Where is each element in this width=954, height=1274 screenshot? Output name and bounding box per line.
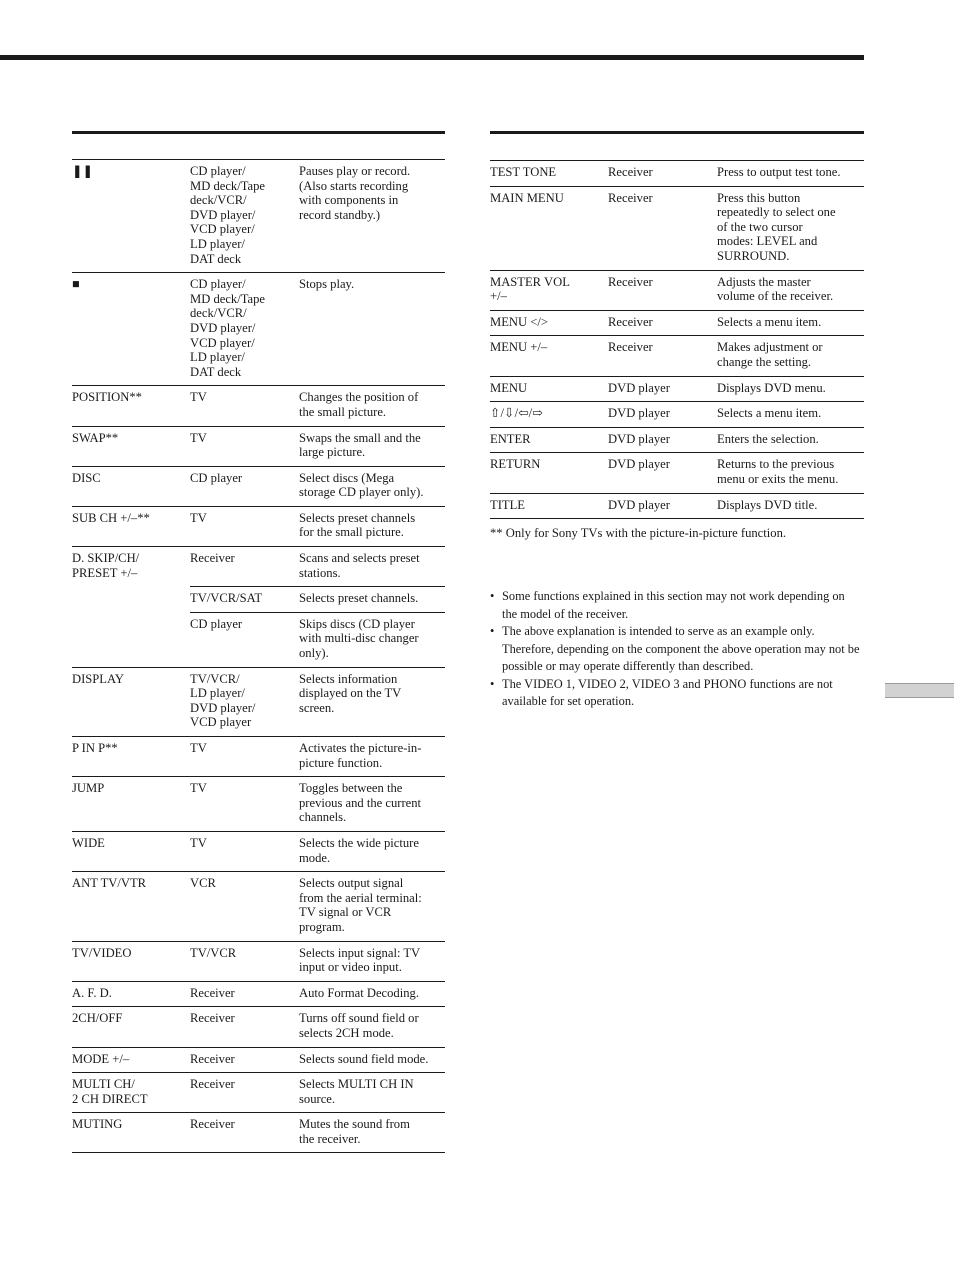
- cell-button: DISPLAY: [72, 667, 190, 736]
- cell-function: Changes the position of the small picture.: [299, 386, 445, 426]
- table-row: [490, 402, 864, 428]
- cell-function: Selects MULTI CH IN source.: [299, 1073, 445, 1113]
- cell-function: Returns to the previous menu or exits the menu.: [717, 453, 864, 493]
- table-row: [72, 612, 445, 667]
- side-index-tab: [885, 683, 954, 698]
- cell-button: MODE +/–: [72, 1047, 190, 1073]
- cell-function: Adjusts the master volume of the receiver.: [717, 270, 864, 310]
- cell-component: DVD player: [608, 376, 717, 402]
- cell-button: TEST TONE: [490, 161, 608, 187]
- cell-function: Selects preset channels.: [299, 587, 445, 613]
- cell-function: Scans and selects preset stations.: [299, 547, 445, 587]
- cell-component: DVD player: [608, 453, 717, 493]
- cell-button: [72, 587, 190, 613]
- cell-component: TV: [190, 737, 299, 777]
- cell-component: CD player: [190, 466, 299, 506]
- cell-function: Mutes the sound from the receiver.: [299, 1113, 445, 1153]
- cell-button: D. SKIP/CH/ PRESET +/–: [72, 551, 140, 580]
- cell-component: Receiver: [608, 161, 717, 187]
- cell-function: Selects the wide picture mode.: [299, 831, 445, 871]
- table-row: [72, 1073, 445, 1113]
- cell-component: TV: [190, 831, 299, 871]
- cell-component: Receiver: [608, 310, 717, 336]
- cell-button: ❚❚: [72, 160, 190, 273]
- right-function-table: [490, 160, 864, 519]
- table-row: [72, 872, 445, 941]
- cell-component: CD player: [190, 612, 299, 667]
- cell-function: Turns off sound field or selects 2CH mode.: [299, 1007, 445, 1047]
- cell-button: WIDE: [72, 831, 190, 871]
- cell-component: Receiver: [190, 1113, 299, 1153]
- table-row: [72, 981, 445, 1007]
- cell-function: Selects sound field mode.: [299, 1047, 445, 1073]
- cell-function: Swaps the small and the large picture.: [299, 426, 445, 466]
- cell-function: Select discs (Mega storage CD player only).: [299, 466, 445, 506]
- cell-function: Selects information displayed on the TV screen.: [299, 667, 445, 736]
- cell-function: Selects input signal: TV input or video input.: [299, 941, 445, 981]
- cell-button: TV/VIDEO: [72, 941, 190, 981]
- table-row: [490, 310, 864, 336]
- cell-button: DISC: [72, 466, 190, 506]
- table-row: [72, 426, 445, 466]
- left-column-rule: [72, 131, 445, 134]
- cell-button: MENU: [490, 376, 608, 402]
- cell-function: Toggles between the previous and the current channels.: [299, 777, 445, 832]
- cell-component: DVD player: [608, 493, 717, 519]
- left-function-table: [72, 159, 445, 1153]
- table-row: [72, 547, 445, 587]
- cell-component: Receiver: [190, 547, 299, 587]
- page-top-rule: [0, 55, 864, 60]
- table-row: [72, 831, 445, 871]
- cell-button: A. F. D.: [72, 981, 190, 1007]
- table-row: [72, 1113, 445, 1153]
- table-row: [490, 427, 864, 453]
- table-row: [490, 453, 864, 493]
- cell-component: DVD player: [608, 427, 717, 453]
- cell-component: CD player/ MD deck/Tape deck/VCR/ DVD player/ VCD player/ LD player/ DAT deck: [190, 273, 299, 386]
- cell-button: MUTING: [72, 1113, 190, 1153]
- cell-function: Auto Format Decoding.: [299, 981, 445, 1007]
- cell-function: Stops play.: [299, 273, 445, 386]
- cell-button: P IN P**: [72, 737, 190, 777]
- cell-component: Receiver: [608, 336, 717, 376]
- cell-button: MASTER VOL +/–: [490, 270, 608, 310]
- cell-function: Activates the picture-in- picture function.: [299, 737, 445, 777]
- cell-component: DVD player: [608, 402, 717, 428]
- cell-button: ENTER: [490, 427, 608, 453]
- cell-component: TV: [190, 777, 299, 832]
- table-row: [72, 777, 445, 832]
- cell-button: 2CH/OFF: [72, 1007, 190, 1047]
- cell-button: MAIN MENU: [490, 186, 608, 270]
- cell-button: MENU </>: [490, 310, 608, 336]
- cell-component: Receiver: [608, 270, 717, 310]
- cell-component: TV: [190, 426, 299, 466]
- cell-component: TV: [190, 386, 299, 426]
- note-item: • The above explanation is intended to serve as an example only. Therefore, depending on the component the above operation may not be possible or may operate differently than described.: [490, 623, 862, 676]
- cell-function: Skips discs (CD player with multi-disc changer only).: [299, 612, 445, 667]
- right-column-rule: [490, 131, 864, 134]
- table-row: [72, 273, 445, 386]
- cell-component: Receiver: [608, 186, 717, 270]
- cell-button: SWAP**: [72, 426, 190, 466]
- cell-function: Selects preset channels for the small picture.: [299, 506, 445, 546]
- table-row: [72, 160, 445, 273]
- cell-button: RETURN: [490, 453, 608, 493]
- cell-button: [72, 612, 190, 667]
- cell-function: Displays DVD menu.: [717, 376, 864, 402]
- cell-function: Selects output signal from the aerial terminal: TV signal or VCR program.: [299, 872, 445, 941]
- cell-button: ANT TV/VTR: [72, 872, 190, 941]
- table-row: [72, 386, 445, 426]
- cell-component: Receiver: [190, 1047, 299, 1073]
- note-item: • Some functions explained in this section may not work depending on the model of the receiver.: [490, 588, 862, 623]
- table-row: [72, 1047, 445, 1073]
- cell-button: JUMP: [72, 777, 190, 832]
- table-row: [490, 186, 864, 270]
- table-row: [72, 737, 445, 777]
- table-row: [490, 336, 864, 376]
- cell-component: Receiver: [190, 1007, 299, 1047]
- table-row: [72, 667, 445, 736]
- notes-list: [490, 588, 862, 711]
- table-row: [72, 941, 445, 981]
- cell-function: Selects a menu item.: [717, 310, 864, 336]
- cell-button: TITLE: [490, 493, 608, 519]
- table-row: [490, 270, 864, 310]
- cell-component: CD player/ MD deck/Tape deck/VCR/ DVD player/ VCD player/ LD player/ DAT deck: [190, 160, 299, 273]
- cell-component: Receiver: [190, 1073, 299, 1113]
- cell-component: TV/VCR/ LD player/ DVD player/ VCD player: [190, 667, 299, 736]
- note-item: • The VIDEO 1, VIDEO 2, VIDEO 3 and PHONO functions are not available for set operation.: [490, 676, 862, 711]
- cell-function: Enters the selection.: [717, 427, 864, 453]
- table-row: [72, 506, 445, 546]
- cell-component: TV/VCR: [190, 941, 299, 981]
- table-row: [72, 587, 445, 613]
- cell-button: ■: [72, 273, 190, 386]
- table-row: [490, 376, 864, 402]
- cell-component: VCR: [190, 872, 299, 941]
- cell-function: Pauses play or record. (Also starts recording with components in record standby.): [299, 160, 445, 273]
- cell-component: Receiver: [190, 981, 299, 1007]
- footnote: ** Only for Sony TVs with the picture-in-picture function.: [490, 526, 787, 540]
- cell-button: ⇧/⇩/⇦/⇨: [490, 402, 608, 428]
- cell-button: SUB CH +/–**: [72, 506, 190, 546]
- cell-function: Displays DVD title.: [717, 493, 864, 519]
- cell-button: MULTI CH/ 2 CH DIRECT: [72, 1073, 190, 1113]
- table-row: [72, 1007, 445, 1047]
- table-row: [72, 466, 445, 506]
- cell-function: Makes adjustment or change the setting.: [717, 336, 864, 376]
- cell-button: MENU +/–: [490, 336, 608, 376]
- cell-function: Press to output test tone.: [717, 161, 864, 187]
- cell-function: Selects a menu item.: [717, 402, 864, 428]
- cell-component: TV: [190, 506, 299, 546]
- cell-component: TV/VCR/SAT: [190, 587, 299, 613]
- table-row: [490, 493, 864, 519]
- cell-button: POSITION**: [72, 386, 190, 426]
- cell-function: Press this button repeatedly to select one of the two cursor modes: LEVEL and SURROUND.: [717, 186, 864, 270]
- table-row: [490, 161, 864, 187]
